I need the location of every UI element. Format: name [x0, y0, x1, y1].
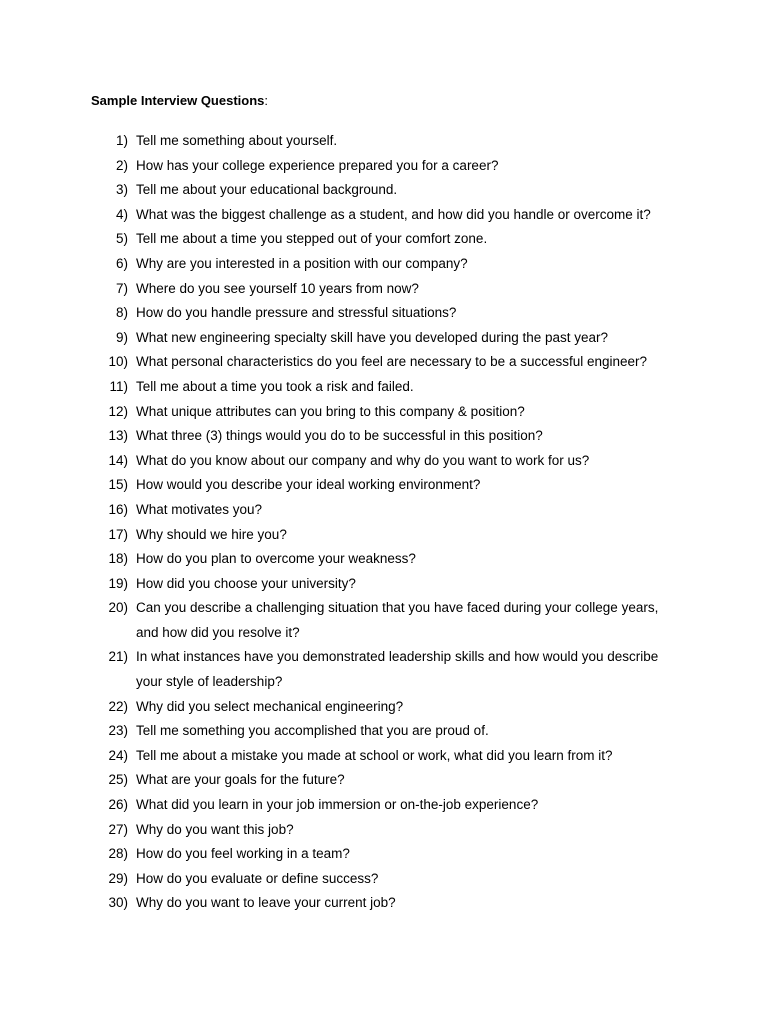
question-text: Why are you interested in a position with our company?: [136, 255, 468, 271]
title-text: Sample Interview Questions: [91, 93, 265, 108]
question-number: 11): [109, 378, 128, 394]
question-text: Tell me about a time you stepped out of your comfort zone.: [136, 231, 488, 247]
question-item: [0, 473, 768, 498]
question-number: 8): [115, 305, 128, 321]
question-number: 24): [108, 747, 128, 763]
question-item: [0, 645, 768, 694]
question-item: [0, 695, 768, 720]
question-number: 19): [108, 575, 128, 591]
question-number: 25): [108, 772, 128, 788]
question-item: [0, 547, 768, 572]
question-number: 13): [108, 428, 128, 444]
question-text: What three (3) things would you do to be successful in this position?: [136, 428, 543, 444]
question-number: 18): [108, 551, 128, 567]
question-item: [0, 424, 768, 449]
question-text: Why should we hire you?: [136, 526, 287, 542]
question-item: [0, 523, 768, 548]
question-number: 21): [108, 649, 128, 665]
question-item: [0, 572, 768, 597]
question-item: [0, 498, 768, 523]
question-text: How do you feel working in a team?: [136, 846, 350, 862]
question-number: 10): [108, 354, 128, 370]
question-item: [0, 449, 768, 474]
question-text: What unique attributes can you bring to this company & position?: [136, 403, 525, 419]
question-text: How do you evaluate or define success?: [136, 870, 379, 886]
question-item: [0, 301, 768, 326]
question-item: [0, 842, 768, 867]
question-item: [0, 350, 768, 375]
title-colon: :: [264, 93, 269, 108]
question-item: [0, 768, 768, 793]
question-number: 3): [115, 182, 128, 198]
question-item: [0, 596, 768, 645]
question-text: In what instances have you demonstrated leadership skills and how would you describe your style of leadership?: [136, 649, 659, 690]
question-item: [0, 719, 768, 744]
question-text: Why did you select mechanical engineering?: [136, 698, 404, 714]
question-item: [0, 375, 768, 400]
question-item: [0, 400, 768, 425]
question-item: [0, 891, 768, 916]
question-number: 4): [115, 206, 128, 222]
question-text: Why do you want to leave your current job?: [136, 895, 396, 911]
question-text: What do you know about our company and why do you want to work for us?: [136, 452, 590, 468]
question-text: Tell me about your educational background.: [136, 182, 398, 198]
question-item: [0, 252, 768, 277]
question-item: [0, 129, 768, 154]
question-number: 16): [108, 501, 128, 517]
question-number: 12): [108, 403, 128, 419]
question-item: [0, 744, 768, 769]
question-number: 29): [108, 870, 128, 886]
question-text: Tell me about a time you took a risk and failed.: [136, 378, 414, 394]
question-text: What new engineering specialty skill have you developed during the past year?: [136, 329, 609, 345]
question-text: Can you describe a challenging situation that you have faced during your college years, and how did you resolve it?: [136, 600, 659, 640]
question-text: How do you handle pressure and stressful situations?: [136, 305, 457, 321]
document-title: [91, 92, 268, 110]
question-item: [0, 203, 768, 228]
question-number: 22): [108, 698, 128, 714]
question-text: What are your goals for the future?: [136, 772, 345, 788]
question-number: 20): [108, 600, 128, 616]
question-number: 15): [108, 477, 128, 493]
question-number: 14): [108, 452, 128, 468]
question-number: 2): [115, 157, 128, 173]
question-text: What motivates you?: [136, 501, 263, 517]
question-text: How has your college experience prepared you for a career?: [136, 157, 499, 173]
question-number: 26): [108, 797, 128, 813]
question-number: 6): [115, 255, 128, 271]
question-number: 17): [108, 526, 128, 542]
question-number: 28): [108, 846, 128, 862]
question-item: [0, 867, 768, 892]
question-text: Tell me about a mistake you made at school or work, what did you learn from it?: [136, 747, 613, 763]
question-text: Tell me something you accomplished that you are proud of.: [136, 723, 489, 739]
question-item: [0, 277, 768, 302]
question-number: 27): [108, 821, 128, 837]
question-text: What was the biggest challenge as a student, and how did you handle or overcome it?: [136, 206, 651, 222]
question-number: 30): [108, 895, 128, 911]
question-item: [0, 326, 768, 351]
question-number: 9): [115, 329, 128, 345]
question-text: How do you plan to overcome your weakness?: [136, 551, 416, 567]
question-number: 5): [115, 231, 128, 247]
question-item: [0, 154, 768, 179]
question-text: How would you describe your ideal working environment?: [136, 477, 481, 493]
question-number: 7): [115, 280, 128, 296]
question-text: What did you learn in your job immersion or on-the-job experience?: [136, 797, 539, 813]
question-number: 23): [108, 723, 128, 739]
question-text: What personal characteristics do you feel are necessary to be a successful engineer?: [136, 354, 648, 370]
question-text: Where do you see yourself 10 years from now?: [136, 280, 419, 296]
question-text: Why do you want this job?: [136, 821, 294, 837]
question-number: 1): [115, 133, 128, 148]
question-list: [0, 129, 768, 916]
question-text: How did you choose your university?: [136, 575, 356, 591]
question-item: [0, 227, 768, 252]
question-item: [0, 178, 768, 203]
question-item: [0, 818, 768, 843]
question-text: Tell me something about yourself.: [136, 133, 338, 148]
question-item: [0, 793, 768, 818]
